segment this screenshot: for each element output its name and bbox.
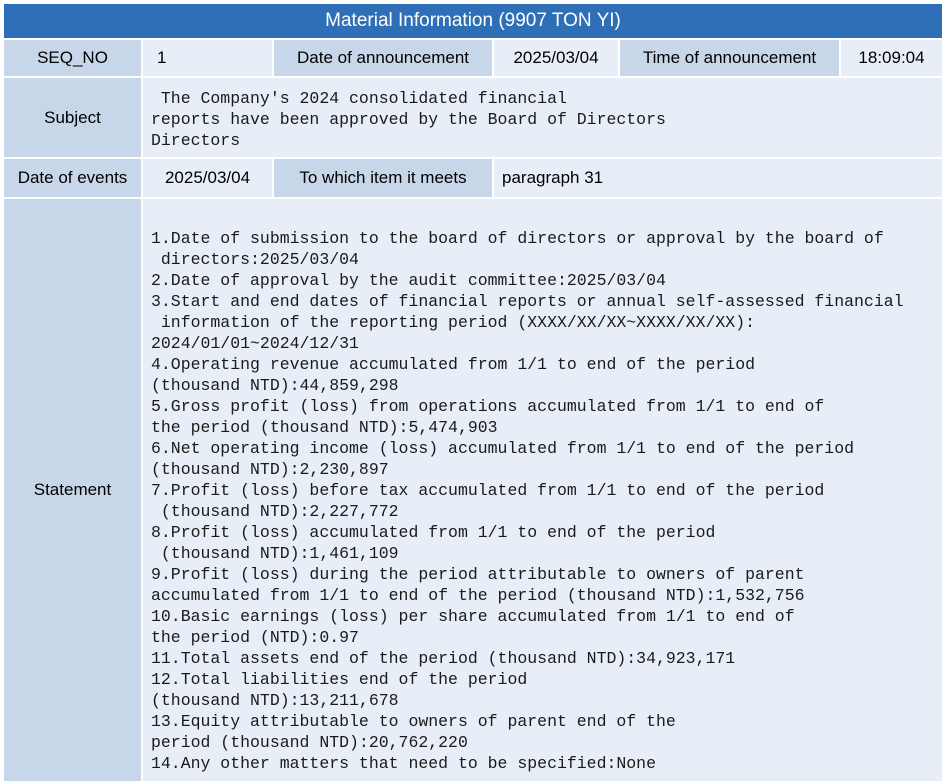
statement-label: Statement — [4, 199, 141, 781]
subject-label: Subject — [4, 78, 141, 157]
page-title: Material Information (9907 TON YI) — [4, 4, 942, 38]
subject-text: The Company's 2024 consolidated financial reports have been approved by the Board of Directors Directors — [151, 89, 666, 150]
events-date-value: 2025/03/04 — [143, 159, 272, 197]
statement-text: 1.Date of submission to the board of directors or approval by the board of directors:2025/03/04 2.Date of approval by the audit committee:2025/03/04 3.Start and end dates of financial reports or annual self-assessed financial information of the reporting period (XXXX/XX/XX~XXXX/XX/XX): 2024/01/01~2024/12/31 4.Operating revenue accumulated from 1/1 to end of the period (thousand NTD):44,859,298 5.Gross profit (loss) from operations accumulated from 1/1 to end of the period (thousand NTD):5,474,903 6.Net operating income (loss) accumulated from 1/1 to end of the period (thousand NTD):2,230,897 7.Profit (loss) before tax accumulated from 1/1 to end of the period (thousand NTD):2,227,772 8.Profit (loss) accumulated from 1/1 to end of the period (thousand NTD):1,461,109 9.Profit (loss) during the period attributable to owners of parent accumulated from 1/1 to end of the period (thousand NTD):1,532,756 10.Basic earnings (loss) per share accumulated from 1/1 to end of the period (NTD):0.97 11.Total assets end of the period (thousand NTD):34,923,171 12.Total liabilities end of the period (thousand NTD):13,211,678 13.Equity attributable to owners of parent end of the period (thousand NTD):20,762,220 14.Any other matters that need to be specified:None — [151, 229, 904, 773]
announcement-date-value: 2025/03/04 — [494, 40, 618, 76]
seq-no-value: 1 — [143, 40, 272, 76]
item-label: To which item it meets — [274, 159, 492, 197]
events-date-label: Date of events — [4, 159, 141, 197]
announcement-time-label: Time of announcement — [620, 40, 839, 76]
item-value: paragraph 31 — [494, 159, 942, 197]
announcement-time-value: 18:09:04 — [841, 40, 942, 76]
seq-no-label: SEQ_NO — [4, 40, 141, 76]
announcement-date-label: Date of announcement — [274, 40, 492, 76]
